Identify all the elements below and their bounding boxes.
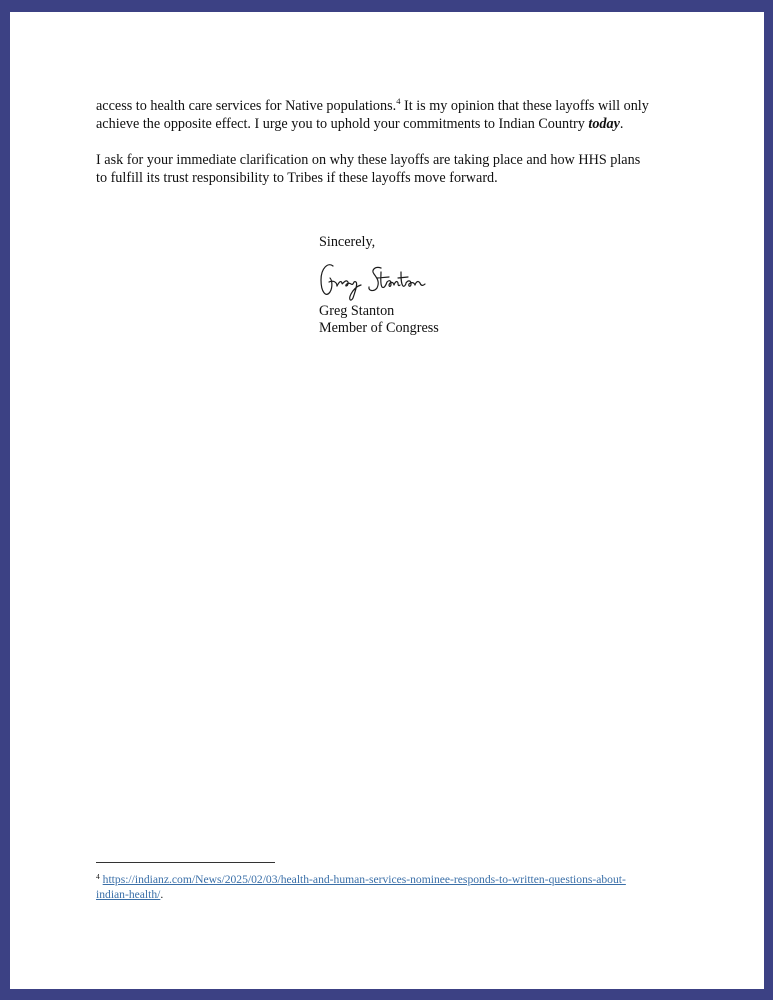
closing: [319, 234, 375, 251]
emphasis-today: today: [588, 116, 620, 132]
paragraph-access: [96, 97, 696, 133]
footnote-marker: 4: [96, 872, 100, 881]
signer-title: Member of Congress: [319, 320, 439, 336]
text-run: achieve the opposite effect. I urge you to uphold your commitments to Indian Country: [96, 116, 589, 132]
text-run: access to health care services for Native populations.: [96, 98, 397, 114]
footnote-link-continued[interactable]: indian-health/: [96, 888, 161, 901]
footnote-separator: [96, 862, 275, 863]
footnote-reference[interactable]: 4: [396, 96, 401, 106]
text-run: It is my opinion that these layoffs will only: [400, 98, 649, 114]
footnote-trailing: .: [160, 888, 164, 901]
signer-name: Greg Stanton: [319, 303, 395, 319]
document-page: [10, 12, 764, 989]
footnote-line: [96, 872, 696, 887]
footnote-link[interactable]: https://indianz.com/News/2025/02/03/health-and-human-services-nominee-responds-to-written-questions-about-: [102, 873, 626, 886]
paragraph-line: I ask for your immediate clarification on why these layoffs are taking place and how HHS plans: [96, 152, 641, 168]
paragraph-clarification: [96, 151, 696, 187]
paragraph-line: [96, 115, 696, 133]
signature-image: [317, 258, 429, 304]
footnote: [96, 872, 696, 902]
paragraph-line: [96, 97, 696, 115]
text-run: .: [619, 116, 624, 132]
footnote-line: [96, 887, 696, 902]
signer-block: [319, 303, 439, 337]
closing-salutation: Sincerely,: [319, 234, 376, 250]
paragraph-line: to fulfill its trust responsibility to Tribes if these layoffs move forward.: [96, 170, 498, 186]
